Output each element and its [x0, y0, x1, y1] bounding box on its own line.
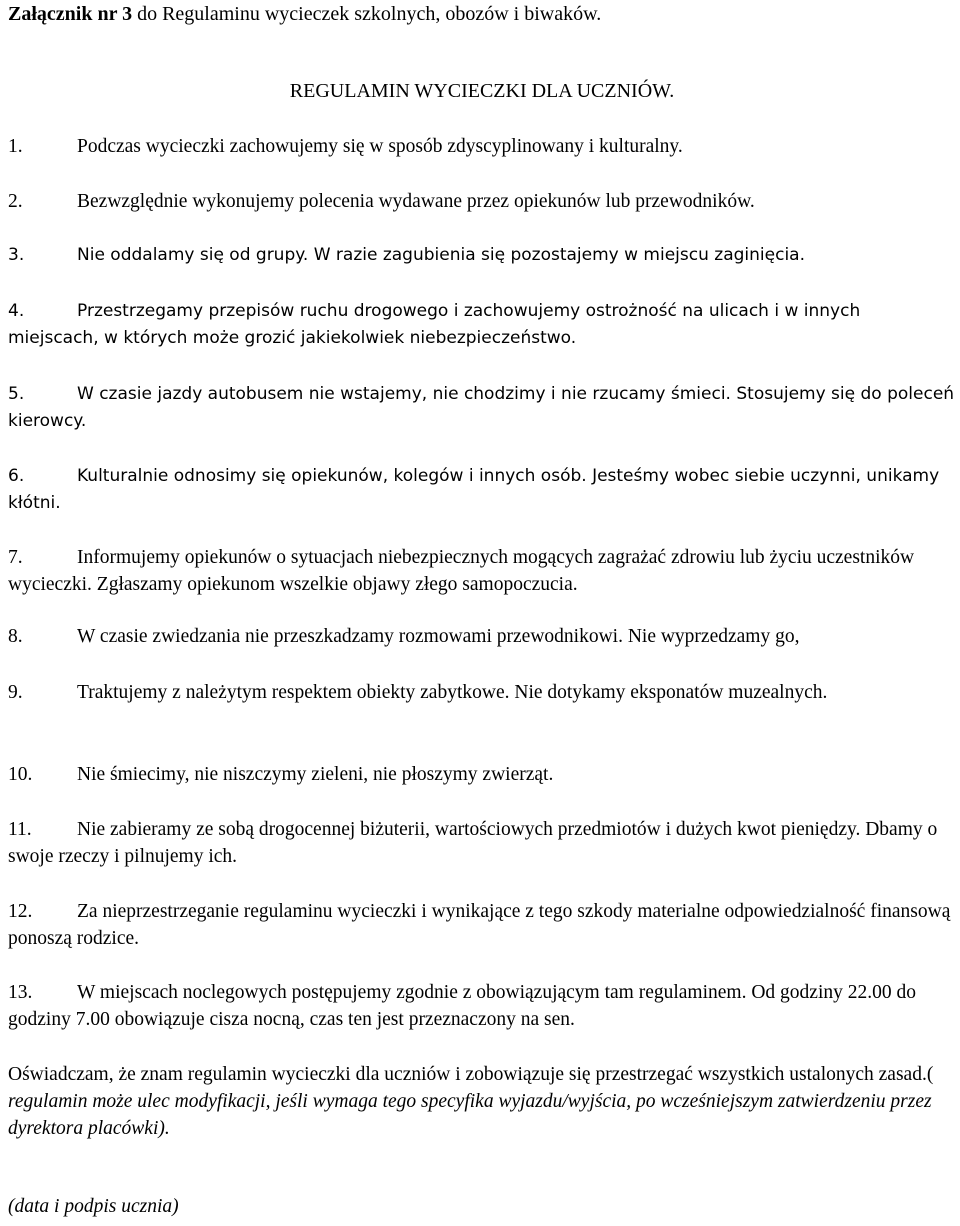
- rule-text: Bezwzględnie wykonujemy polecenia wydawane przez opiekunów lub przewodników.: [77, 191, 755, 212]
- rule-text: Informujemy opiekunów o sytuacjach niebezpiecznych mogących zagrażać zdrowiu lub życiu uczestników wycieczki. Zgłaszamy opiekunom wszelkie objawy złego samopoczucia.: [8, 547, 915, 595]
- document-title: REGULAMIN WYCIECZKI DLA UCZNIÓW.: [289, 80, 675, 102]
- rule-text: Za nieprzestrzeganie regulaminu wycieczki i wynikające z tego szkody materialne odpowiedzialność finansową ponoszą rodzice.: [8, 901, 951, 949]
- declaration-note: regulamin może ulec modyfikacji, jeśli wymaga tego specyfika wyjazdu/wyjścia, po wcześniejszym zatwierdzeniu przez dyrektora placówki).: [8, 1091, 932, 1139]
- rule-item: [8, 679, 956, 706]
- declaration: [8, 1061, 956, 1142]
- attachment-number: Załącznik nr 3: [8, 3, 133, 25]
- rule-item: [8, 761, 956, 788]
- rule-number: 1.: [8, 136, 23, 157]
- rule-item: [8, 544, 956, 598]
- rule-text: W czasie jazdy autobusem nie wstajemy, nie chodzimy i nie rzucamy śmieci. Stosujemy się do poleceń kierowcy.: [8, 384, 955, 431]
- rule-item: [8, 623, 956, 650]
- rule-text: W miejscach noclegowych postępujemy zgodnie z obowiązującym tam regulaminem. Od godziny 22.00 do godziny 7.00 obowiązuje cisza nocną, czas ten jest przeznaczony na sen.: [8, 982, 916, 1030]
- rule-number: 5.: [8, 384, 25, 404]
- attachment-header: [8, 3, 601, 26]
- signature-line: (data i podpis ucznia): [8, 1196, 179, 1217]
- rule-item: [8, 381, 956, 435]
- rule-text: Przestrzegamy przepisów ruchu drogowego i zachowujemy ostrożność na ulicach i w innych miejscach, w których może grozić jakiekolwiek niebezpieczeństwo.: [8, 301, 861, 348]
- rule-number: 13.: [8, 982, 33, 1003]
- rule-item: [8, 979, 956, 1033]
- rule-item: [8, 188, 956, 215]
- rule-text: Podczas wycieczki zachowujemy się w sposób zdyscyplinowany i kulturalny.: [77, 136, 683, 157]
- rule-text: Traktujemy z należytym respektem obiekty zabytkowe. Nie dotykamy eksponatów muzealnych.: [77, 682, 828, 703]
- rule-text: Nie śmiecimy, nie niszczymy zieleni, nie płoszymy zwierząt.: [77, 764, 554, 785]
- rule-number: 7.: [8, 547, 23, 568]
- rule-number: 9.: [8, 682, 23, 703]
- rule-item: [8, 463, 956, 517]
- rule-item: [8, 898, 956, 952]
- rule-number: 4.: [8, 301, 25, 321]
- rule-text: Nie zabieramy ze sobą drogocennej biżuterii, wartościowych przedmiotów i dużych kwot pieniędzy. Dbamy o swoje rzeczy i pilnujemy ich.: [8, 819, 938, 867]
- rule-item: [8, 298, 956, 352]
- rule-text: Nie oddalamy się od grupy. W razie zagubienia się pozostajemy w miejscu zaginięcia.: [77, 245, 805, 265]
- rule-number: 12.: [8, 901, 33, 922]
- rule-number: 2.: [8, 191, 23, 212]
- rule-number: 3.: [8, 245, 25, 265]
- rule-item: [8, 816, 956, 870]
- rule-item: [8, 133, 956, 160]
- rule-number: 11.: [8, 819, 32, 840]
- rule-number: 8.: [8, 626, 23, 647]
- attachment-description: do Regulaminu wycieczek szkolnych, obozów i biwaków.: [132, 3, 602, 25]
- rule-text: Kulturalnie odnosimy się opiekunów, kolegów i innych osób. Jesteśmy wobec siebie uczynni, unikamy kłótni.: [8, 466, 940, 513]
- rule-number: 6.: [8, 466, 25, 486]
- rule-number: 10.: [8, 764, 33, 785]
- rule-text: W czasie zwiedzania nie przeszkadzamy rozmowami przewodnikowi. Nie wyprzedzamy go,: [77, 626, 800, 647]
- declaration-text: Oświadczam, że znam regulamin wycieczki dla uczniów i zobowiązuje się przestrzegać wszystkich ustalonych zasad.(: [8, 1064, 934, 1085]
- rule-item: [8, 242, 956, 269]
